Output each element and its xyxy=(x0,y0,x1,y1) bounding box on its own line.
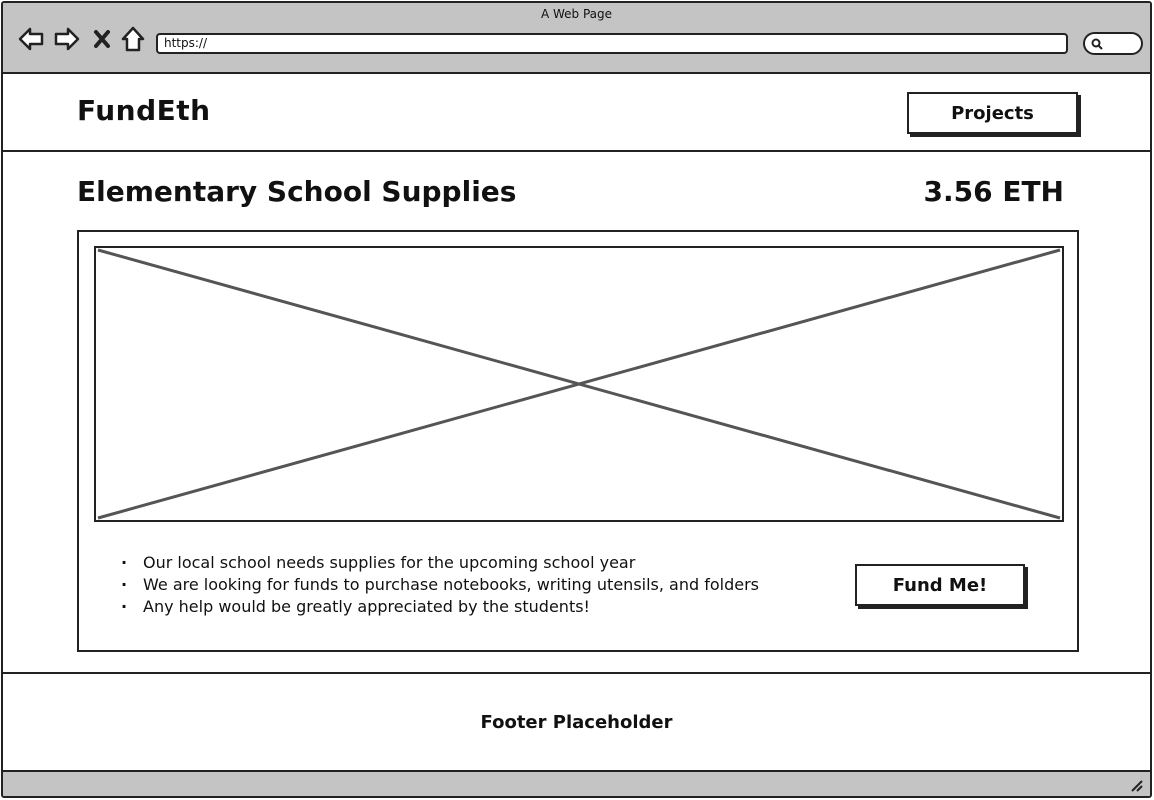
resize-grip-icon[interactable] xyxy=(1128,777,1144,793)
home-icon[interactable] xyxy=(119,25,147,53)
browser-search-field[interactable] xyxy=(1083,32,1143,55)
projects-button[interactable]: Projects xyxy=(907,92,1078,134)
project-card xyxy=(77,230,1079,652)
site-logo[interactable]: FundEth xyxy=(77,94,211,127)
search-icon xyxy=(1091,38,1103,50)
back-arrow-icon[interactable] xyxy=(17,25,45,53)
forward-arrow-icon[interactable] xyxy=(53,25,81,53)
site-footer xyxy=(3,672,1150,772)
browser-window xyxy=(1,1,1152,798)
project-description-list xyxy=(119,552,759,618)
close-x-icon[interactable] xyxy=(91,25,113,53)
list-item: · Any help would be greatly appreciated by the students! xyxy=(119,596,759,618)
browser-status-bar xyxy=(3,770,1150,796)
footer-placeholder-text: Footer Placeholder xyxy=(480,712,673,733)
url-input[interactable]: https:// xyxy=(156,33,1068,54)
project-title: Elementary School Supplies xyxy=(77,175,517,208)
list-item: · We are looking for funds to purchase notebooks, writing utensils, and folders xyxy=(119,574,759,596)
project-image-placeholder xyxy=(94,246,1064,522)
site-header xyxy=(3,74,1150,152)
browser-chrome xyxy=(3,3,1150,74)
list-item: · Our local school needs supplies for the upcoming school year xyxy=(119,552,759,574)
project-eth-amount: 3.56 ETH xyxy=(923,175,1064,208)
fund-me-button[interactable]: Fund Me! xyxy=(855,564,1025,606)
window-title: A Web Page xyxy=(540,7,613,21)
